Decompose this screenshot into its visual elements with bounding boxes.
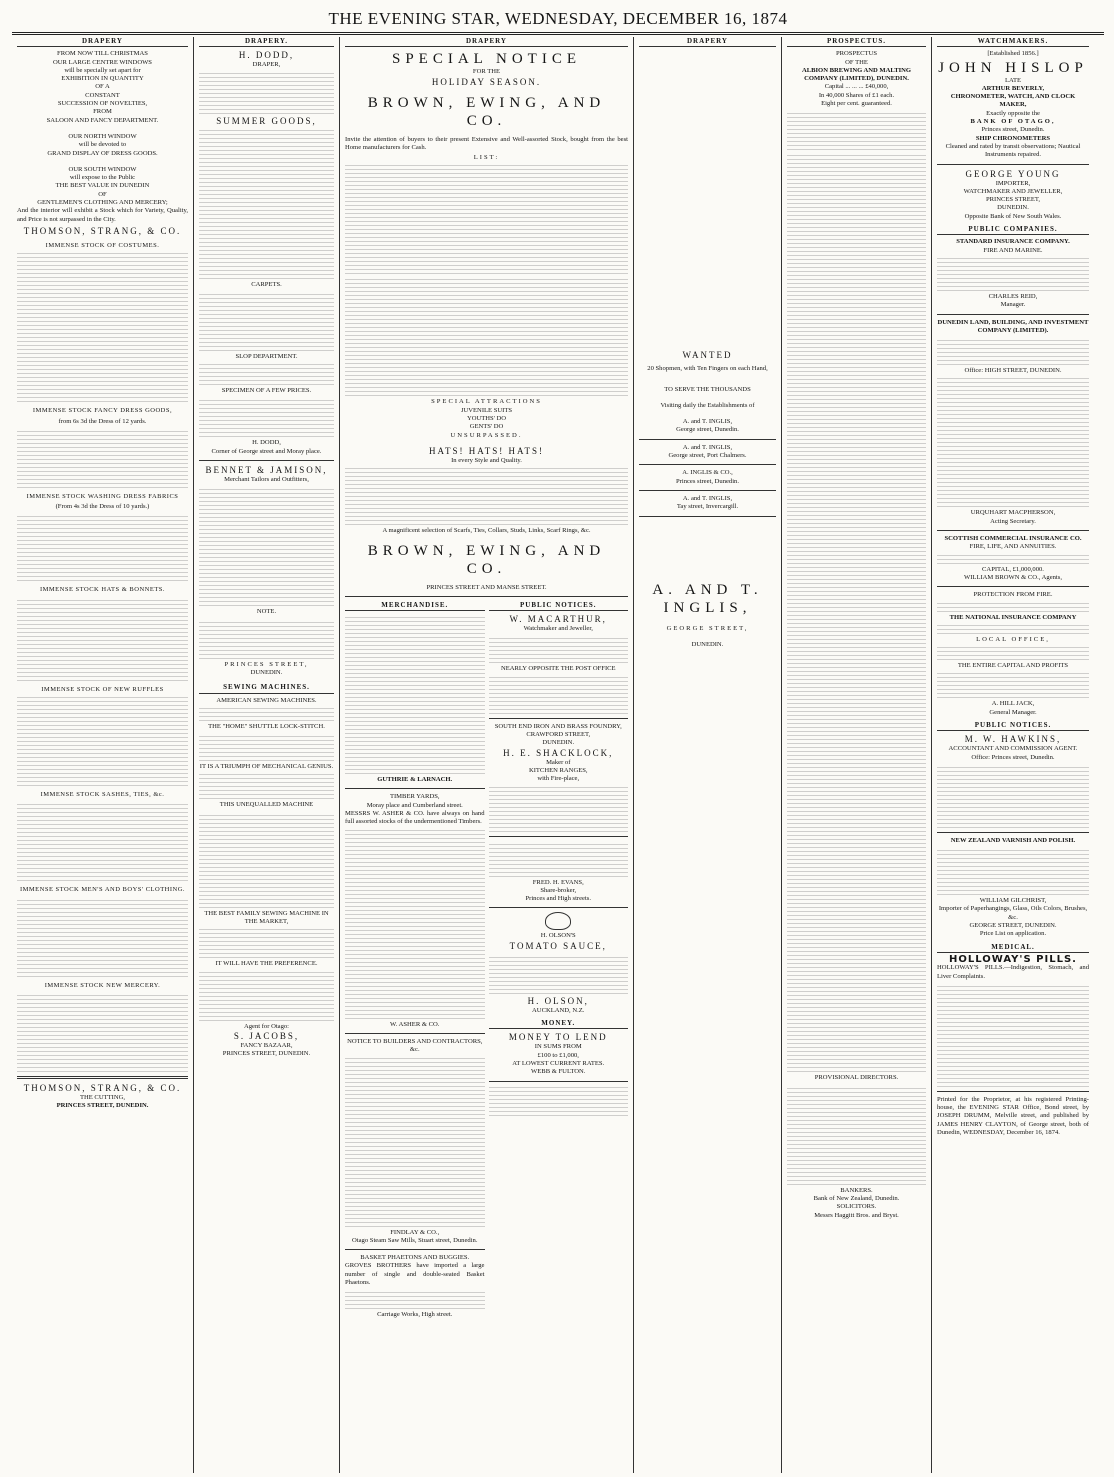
- holloway-lead: HOLLOWAY'S PILLS.—Indigestion, Stomach, and Liver Complaints.: [937, 964, 1089, 980]
- gilchrist-address: GEORGE STREET, DUNEDIN.: [969, 922, 1057, 930]
- special-notice: SPECIAL NOTICE: [391, 51, 582, 68]
- general-manager: General Manager.: [989, 708, 1037, 716]
- for-the: FOR THE: [472, 68, 501, 76]
- visiting: Visiting daily the Establishments of: [660, 401, 755, 409]
- bankers-heading: BANKERS.: [840, 1186, 873, 1194]
- with-fireplace: with Fire-place,: [537, 775, 580, 783]
- public-notices-heading: PUBLIC NOTICES.: [937, 721, 1089, 731]
- prospectus: PROSPECTUS: [835, 50, 878, 58]
- notice-line: SUCCESSION OF NOVELTIES,: [57, 100, 148, 108]
- merchandise-block: [345, 601, 485, 1320]
- notice-line: GENTLEMEN'S CLOTHING AND MERCERY;: [37, 199, 168, 207]
- firm-sub: THE CUTTING,: [79, 1093, 126, 1101]
- in-every-style: In every Style and Quality.: [451, 456, 522, 464]
- section-heading: IMMENSE STOCK OF COSTUMES.: [45, 241, 160, 249]
- macpherson: URQUHART MACPHERSON,: [970, 509, 1056, 517]
- auckland: AUCKLAND, N.Z.: [532, 1006, 585, 1014]
- interest: Eight per cent. guaranteed.: [821, 100, 892, 108]
- masthead-rule: [12, 32, 1104, 35]
- attractions: SPECIAL ATTRACTIONS: [431, 398, 542, 406]
- section-sub: (From 4s 3d the Dress of 10 yards.): [55, 503, 150, 511]
- varnish-heading: NEW ZEALAND VARNISH AND POLISH.: [950, 836, 1076, 844]
- triumph: IT IS A TRIUMPH OF MECHANICAL GENIUS.: [199, 763, 334, 771]
- firm-name-bottom: THOMSON, STRANG, & CO.: [23, 1082, 182, 1093]
- opposite-bank-nsw: Opposite Bank of New South Wales.: [964, 212, 1062, 220]
- dunedin: DUNEDIN.: [691, 640, 724, 648]
- notice-line: will be specially set apart for: [64, 66, 141, 74]
- ship-chronometers: SHIP CHRONOMETERS: [975, 134, 1051, 142]
- wanted: WANTED: [682, 350, 733, 361]
- importer: IMPORTER,: [995, 179, 1031, 187]
- albion-company: ALBION BREWING AND MALTING COMPANY (LIMITED), DUNEDIN.: [801, 66, 912, 83]
- national-insurance: THE NATIONAL INSURANCE COMPANY: [949, 613, 1077, 621]
- capital: CAPITAL, £1,000,000.: [982, 565, 1044, 573]
- list-heading: LIST:: [473, 154, 500, 162]
- findlay: FINDLAY & CO.,: [390, 1228, 440, 1236]
- merchandise-heading: MERCHANDISE.: [345, 601, 485, 611]
- webb-fulton: WEBB & FULTON.: [531, 1068, 586, 1076]
- dodd-draper: DRAPER,: [252, 61, 281, 69]
- royal-arms-icon: [545, 912, 571, 930]
- column-brown-ewing: [340, 37, 634, 1473]
- dunedin-land: DUNEDIN LAND, BUILDING, AND INVESTMENT COMPANY (LIMITED).: [937, 318, 1089, 334]
- notice-line: will expose to the Public: [69, 174, 136, 182]
- windows-notice: [17, 50, 188, 207]
- section-heading: IMMENSE STOCK WASHING DRESS FABRICS: [26, 492, 179, 500]
- charles-reid: CHARLES REID,: [988, 292, 1038, 300]
- note-heading: NOTE.: [256, 608, 277, 616]
- section-heading: CARPETS.: [251, 280, 282, 288]
- kitchen-ranges: KITCHEN RANGES,: [528, 766, 588, 774]
- dunedin: DUNEDIN.: [250, 668, 283, 676]
- exactly-opposite: Exactly opposite the: [986, 109, 1040, 117]
- shares: In 40,000 Shares of £1 each.: [818, 91, 895, 99]
- firm-address: PRINCES STREET, DUNEDIN.: [56, 1102, 149, 1110]
- notice-line: SALOON AND FANCY DEPARTMENT.: [46, 116, 159, 124]
- preference: IT WILL HAVE THE PREFERENCE.: [215, 960, 318, 968]
- section-heading: SUMMER GOODS,: [216, 115, 317, 126]
- invite-paragraph: Invite the attention of buyers to their present Extensive and Well-assorted Stock, bought from the best Home manufacturers for Cash.: [345, 135, 628, 151]
- beverly: ARTHUR BEVERLY,: [981, 84, 1045, 92]
- evans-address: Princes and High streets.: [525, 895, 592, 903]
- unsurpassed: UNSURPASSED.: [450, 431, 523, 439]
- fire-life: FIRE, LIFE, AND ANNUITIES.: [969, 543, 1057, 551]
- inglis-5: A. AND T. INGLIS,: [652, 581, 763, 616]
- magnificent: A magnificent selection of Scarfs, Ties, Collars, Studs, Links, Scarf Rings, &c.: [382, 527, 591, 535]
- notice-line: OUR SOUTH WINDOW: [68, 165, 137, 173]
- tay-street: Tay street, Invercargill.: [676, 503, 739, 511]
- firm-name: BROWN, EWING, AND CO.: [367, 94, 606, 129]
- evans: FRED. H. EVANS,: [532, 878, 584, 886]
- jacobs-address: PRINCES STREET, DUNEDIN.: [222, 1050, 311, 1058]
- established: [Established 1856.]: [987, 50, 1039, 58]
- section-heading: IMMENSE STOCK HATS & BONNETS.: [39, 586, 166, 594]
- timber-yards: TIMBER YARDS,: [389, 793, 440, 801]
- guthrie: GUTHRIE & LARNACH.: [377, 776, 453, 784]
- in-sums: IN SUMS FROM: [534, 1043, 582, 1051]
- hats: HATS! HATS! HATS!: [428, 445, 544, 456]
- column-watchmakers: [932, 37, 1094, 1473]
- olson-2: H. OLSON,: [527, 995, 589, 1006]
- public-notices-heading: PUBLIC NOTICES.: [489, 601, 629, 611]
- ship-sub: Cleaned and rated by transit observations; Nautical Instruments repaired.: [945, 142, 1081, 159]
- price-list: Price List on application.: [979, 930, 1047, 938]
- notice-line: GRAND DISPLAY OF DRESS GOODS.: [47, 149, 158, 157]
- column-drapery-dodd: [194, 37, 340, 1473]
- best-family: THE BEST FAMILY SEWING MACHINE IN THE MARKET,: [204, 909, 329, 926]
- inglis-3: A. INGLIS & CO.,: [682, 469, 733, 477]
- standard-insurance: STANDARD INSURANCE COMPANY.: [956, 238, 1070, 246]
- acting-secretary: Acting Secretary.: [990, 517, 1036, 525]
- intro-paragraph: And the interior will exhibit a Stock which for Variety, Quality, and Price is not surpassed in the City.: [17, 207, 188, 223]
- notice-line: THE BEST VALUE IN DUNEDIN: [55, 182, 150, 190]
- office-high-street: Office: HIGH STREET, DUNEDIN.: [964, 367, 1062, 375]
- firm-name: THOMSON, STRANG, & CO.: [23, 225, 182, 236]
- column-heading: DRAPERY: [345, 37, 628, 47]
- dodd-name-2: H. DODD,: [252, 439, 281, 447]
- solicitors-names: Messrs Haggitt Bros. and Bryst.: [814, 1211, 899, 1219]
- gents: GENTS' DO: [469, 423, 504, 431]
- column-prospectus: [782, 37, 932, 1473]
- american-sewing: AMERICAN SEWING MACHINES.: [216, 696, 317, 704]
- macarthur: W. MACARTHUR,: [509, 614, 607, 625]
- bennet-jamison: BENNET & JAMISON,: [205, 465, 328, 476]
- bennet-jamison-sub: Merchant Tailors and Outfitters,: [224, 476, 309, 484]
- directors-heading: PROVISIONAL DIRECTORS.: [814, 1074, 899, 1082]
- accountant: ACCOUNTANT AND COMMISSION AGENT.: [948, 745, 1078, 753]
- dunedin: DUNEDIN.: [997, 204, 1029, 212]
- medical-heading: MEDICAL.: [937, 943, 1089, 953]
- public-notices-block: [489, 601, 629, 1320]
- jacobs: S. JACOBS,: [233, 1030, 300, 1041]
- basket-heading: BASKET PHAETONS AND BUGGIES.: [360, 1254, 470, 1262]
- section-sub: from 6s 3d the Dress of 12 yards.: [58, 417, 147, 425]
- gilchrist: WILLIAM GILCHRIST,: [979, 897, 1047, 905]
- section-heading: IMMENSE STOCK OF NEW RUFFLES: [41, 685, 164, 693]
- watchmaker-jeweller: WATCHMAKER AND JEWELLER,: [963, 187, 1063, 195]
- lower-split: [345, 601, 628, 1320]
- george-street-caps: GEORGE STREET,: [666, 624, 749, 632]
- notice-line: will be devoted to: [78, 141, 127, 149]
- bank-of-otago: BANK OF OTAGO,: [970, 118, 1056, 126]
- firm-address: PRINCES STREET AND MANSE STREET.: [426, 583, 547, 591]
- notice-line: CONSTANT: [85, 91, 120, 99]
- south-end-foundry: SOUTH END IRON AND BRASS FOUNDRY,: [494, 722, 622, 730]
- princes-street: PRINCES STREET,: [224, 660, 309, 668]
- dodd-address: Corner of George street and Moray place.: [211, 447, 322, 455]
- dodd-name: H. DODD,: [238, 50, 295, 61]
- fire-marine: FIRE AND MARINE.: [983, 246, 1043, 254]
- holloway-heading: HOLLOWAY'S PILLS.: [949, 953, 1077, 965]
- port-chalmers: George street, Port Chalmers.: [668, 452, 747, 460]
- inglis-2: A. and T. INGLIS,: [682, 443, 733, 451]
- nearly-opposite: NEARLY OPPOSITE THE POST OFFICE: [500, 665, 616, 673]
- crawford-street: CRAWFORD STREET,: [526, 731, 591, 739]
- princes-street-2: PRINCES STREET,: [985, 196, 1041, 204]
- imprint: Printed for the Proprietor, at his registered Printing-house, the EVENING STAR Office, Bond street, by JOSEPH DRUMM, Melville street, and published by JAMES HENRY CLAYTON, of George street, both of Dunedin, WEDNESDAY, December 16, 1874.: [937, 1095, 1089, 1137]
- notice-line: FROM: [93, 108, 112, 116]
- notice-line: OUR NORTH WINDOW: [68, 132, 137, 140]
- sum-range: £100 to £1,000,: [537, 1051, 579, 1059]
- column-inglis: [634, 37, 782, 1473]
- notice-line: OF A: [95, 83, 110, 91]
- public-companies-heading: PUBLIC COMPANIES.: [937, 225, 1089, 235]
- column-heading: PROSPECTUS.: [787, 37, 926, 47]
- inglis-1: A. and T. INGLIS,: [682, 418, 733, 426]
- shopmen: 20 Shopmen, with Ten Fingers on each Hand,: [647, 365, 768, 373]
- builders-notice: NOTICE TO BUILDERS AND CONTRACTORS, &c.: [347, 1037, 483, 1054]
- column-heading: DRAPERY.: [199, 37, 334, 47]
- protection-from-fire: PROTECTION FROM FIRE.: [973, 591, 1053, 599]
- section-heading: SPECIMEN OF A FEW PRICES.: [221, 387, 312, 395]
- section-heading: IMMENSE STOCK SASHES, TIES, &c.: [40, 791, 165, 799]
- capital: Capital ... ... ... £40,000,: [824, 83, 889, 91]
- notice-line: OUR LARGE CENTRE WINDOWS: [53, 58, 152, 66]
- column-heading: DRAPERY: [639, 37, 776, 47]
- maker-of: Maker of: [546, 758, 571, 766]
- bank: Bank of New Zealand, Dunedin.: [813, 1194, 900, 1202]
- evans-sub: Share-broker,: [540, 886, 577, 894]
- tomato-sauce: TOMATO SAUCE,: [509, 940, 607, 951]
- section-heading: SLOP DEPARTMENT.: [235, 352, 298, 360]
- manager: Manager.: [1000, 301, 1026, 309]
- late: LATE: [1004, 76, 1022, 84]
- hill-jack: A. HILL JACK,: [991, 700, 1035, 708]
- notice-line: OF: [98, 190, 107, 198]
- juvenile: JUVENILE SUITS: [460, 406, 513, 414]
- holiday-season: HOLIDAY SEASON.: [431, 76, 542, 87]
- masthead: THE EVENING STAR, WEDNESDAY, DECEMBER 16, 1874: [328, 9, 788, 28]
- macarthur-sub: Watchmaker and Jeweller,: [523, 625, 593, 633]
- agent-label: Agent for Otago:: [243, 1022, 290, 1030]
- shacklock: H. E. SHACKLOCK,: [503, 747, 614, 758]
- asher-intro: MESSRS W. ASHER & CO. have always on hand full assorted stocks of the undermentioned Timbers.: [345, 810, 485, 826]
- george-street: George street, Dunedin.: [676, 426, 739, 434]
- fancy-bazaar: FANCY BAZAAR,: [240, 1041, 293, 1049]
- groves-address: Carriage Works, High street.: [377, 1311, 453, 1319]
- column-heading: DRAPERY: [17, 37, 188, 47]
- rates: AT LOWEST CURRENT RATES.: [512, 1059, 605, 1067]
- olson: H. OLSON'S: [540, 932, 576, 940]
- section-heading: IMMENSE STOCK FANCY DRESS GOODS,: [32, 407, 173, 415]
- asher-sign: W. ASHER & CO.: [390, 1020, 440, 1028]
- money-to-lend: MONEY TO LEND: [508, 1032, 608, 1043]
- findlay-sub: Otago Steam Saw Mills, Stuart street, Dunedin.: [352, 1236, 478, 1244]
- section-heading: IMMENSE STOCK NEW MERCERY.: [44, 981, 161, 989]
- hawkins-office: Office: Princes street, Dunedin.: [971, 753, 1055, 761]
- hawkins: M. W. HAWKINS,: [964, 734, 1062, 745]
- columns: [12, 37, 1104, 1473]
- princes-street: Princes street, Dunedin.: [981, 126, 1045, 134]
- notice-line: EXHIBITION IN QUANTITY: [61, 75, 144, 83]
- column-drapery-thomson: [12, 37, 194, 1473]
- timber-sub: Moray place and Cumberland street.: [366, 801, 463, 809]
- george-young: GEORGE YOUNG: [965, 168, 1061, 179]
- hislop: JOHN HISLOP: [938, 59, 1088, 76]
- chronometer: CHRONOMETER, WATCH, AND CLOCK MAKER,: [950, 93, 1076, 109]
- local-office: LOCAL OFFICE,: [976, 635, 1050, 643]
- notice-line: FROM NOW TILL CHRISTMAS: [57, 50, 148, 58]
- home-shuttle: THE "HOME" SHUTTLE LOCK-STITCH.: [208, 722, 325, 730]
- entire-capital: THE ENTIRE CAPITAL AND PROFITS: [957, 662, 1069, 670]
- serve: TO SERVE THE THOUSANDS: [664, 385, 751, 393]
- groves-text: GROVES BROTHERS have imported a large number of single and double-seated Basket Phaetons.: [345, 1262, 485, 1287]
- dunedin: DUNEDIN.: [542, 739, 575, 747]
- scottish-commercial: SCOTTISH COMMERCIAL INSURANCE CO.: [944, 535, 1082, 543]
- william-brown: WILLIAM BROWN & CO., Agents,: [964, 573, 1062, 581]
- sewing-heading: SEWING MACHINES.: [199, 683, 334, 693]
- gilchrist-importer: Importer of Paperhangings, Glass, Oils Colors, Brushes, &c.: [938, 905, 1088, 921]
- money-heading: MONEY.: [489, 1019, 629, 1029]
- inglis-4: A. and T. INGLIS,: [682, 494, 733, 502]
- princes-street: Princes street, Dunedin.: [676, 477, 739, 485]
- section-heading: IMMENSE STOCK MEN'S AND BOYS' CLOTHING.: [19, 886, 186, 894]
- youths: YOUTHS' DO: [466, 415, 507, 423]
- column-heading: WATCHMAKERS.: [937, 37, 1089, 47]
- firm-name-2: BROWN, EWING, AND CO.: [367, 542, 606, 577]
- solicitors-heading: SOLICITORS.: [836, 1203, 877, 1211]
- of-the: OF THE: [845, 58, 868, 66]
- unequalled: THIS UNEQUALLED MACHINE: [219, 801, 314, 809]
